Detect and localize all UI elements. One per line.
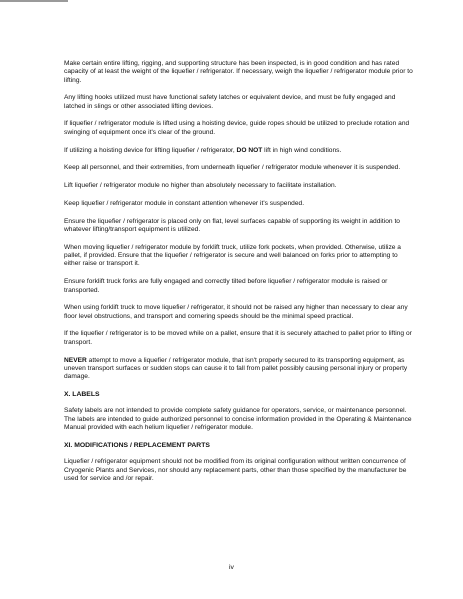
- para-lifting-hooks: Any lifting hooks utilized must have functional safety latches or equivalent device, and must be fully engaged and latched in slings or other associated lifting devices.: [64, 94, 396, 110]
- para-forklift-forks: Ensure forklift truck forks are fully engaged and correctly tilted before liquefier / refrigerator module is raised or transported.: [64, 278, 388, 294]
- para-high-wind: [64, 147, 414, 155]
- emphasis-do-not: DO NOT: [236, 146, 263, 154]
- para-forklift-height: When using forklift truck to move liquefier / refrigerator, it should not be raised any higher than necessary to clear any floor level obstructions, and transport and cornering speeds should be the minimal speed practical.: [64, 304, 408, 320]
- page-number: iv: [229, 564, 234, 571]
- para-level-surfaces: Ensure the liquefier / refrigerator is placed only on flat, level surfaces capable of supporting its weight in addition to whatever lifting/transport equipment is utilized.: [64, 217, 400, 234]
- scan-edge-line: [0, 0, 68, 2]
- para-high-wind-post: lift in high wind conditions.: [262, 146, 342, 154]
- para-forklift-moving: When moving liquefier / refrigerator module by forklift truck, utilize fork pockets, when provided. Otherwise, utilize a pallet, if provided. Ensure that the liquefier / refrigerator is secure and well balanced on forks prior to attempting to either raise or transport it.: [64, 243, 401, 268]
- para-constant-attention: Keep liquefier / refrigerator module in constant attention whenever it's suspended.: [64, 199, 305, 207]
- emphasis-never: NEVER: [64, 356, 87, 364]
- para-pallet-attach: If the liquefier / refrigerator is to be moved while on a pallet, ensure that it is securely attached to pallet prior to lifting or transport.: [64, 330, 412, 346]
- para-modifications: Liquefier / refrigerator equipment should not be modified from its original configuration without written concurrence of Cryogenic Plants and Services, nor should any replacement parts, other than those specified by the manufacturer be used for service and /or repair.: [64, 458, 407, 482]
- section-heading-labels: X. LABELS: [64, 390, 100, 398]
- para-lift-height: Lift liquefier / refrigerator module no higher than absolutely necessary to facilitate installation.: [64, 182, 337, 190]
- para-guide-ropes: If liquefier / refrigerator module is lifted using a hoisting device, guide ropes should be utilized to preclude rotation and swinging of equipment once it's clear of the ground.: [64, 120, 410, 136]
- para-lifting-inspection: Make certain entire lifting, rigging, and supporting structure has been inspected, is in good condition and has rated capacity of at least the weight of the liquefier / refrigerator. If necessary, weigh the liquefier / refrigerator module prior to lifting.: [64, 60, 413, 84]
- para-safety-labels: Safety labels are not intended to provide complete safety guidance for operators, service, or maintenance personnel. The labels are intended to guide authorized personnel to concise information provided in the Operating & Maintenance Manual provided with each helium liquefier / refrigerator module.: [64, 407, 412, 432]
- page-body: [64, 60, 414, 493]
- para-never-move: [64, 357, 414, 382]
- para-keep-personnel: Keep all personnel, and their extremities, from underneath liquefier / refrigerator module whenever it is suspended.: [64, 164, 401, 172]
- para-high-wind-pre: If utilizing a hoisting device for lifting liquefier / refrigerator,: [64, 146, 237, 154]
- section-heading-modifications: XI. MODIFICATIONS / REPLACEMENT PARTS: [64, 441, 210, 449]
- para-never-move-post: attempt to move a liquefier / refrigerator module, that isn't properly secured to its transporting equipment, as uneven transport surfaces or sudden stops can cause it to fall from pallet possibly causing personal injury or property damage.: [64, 356, 408, 381]
